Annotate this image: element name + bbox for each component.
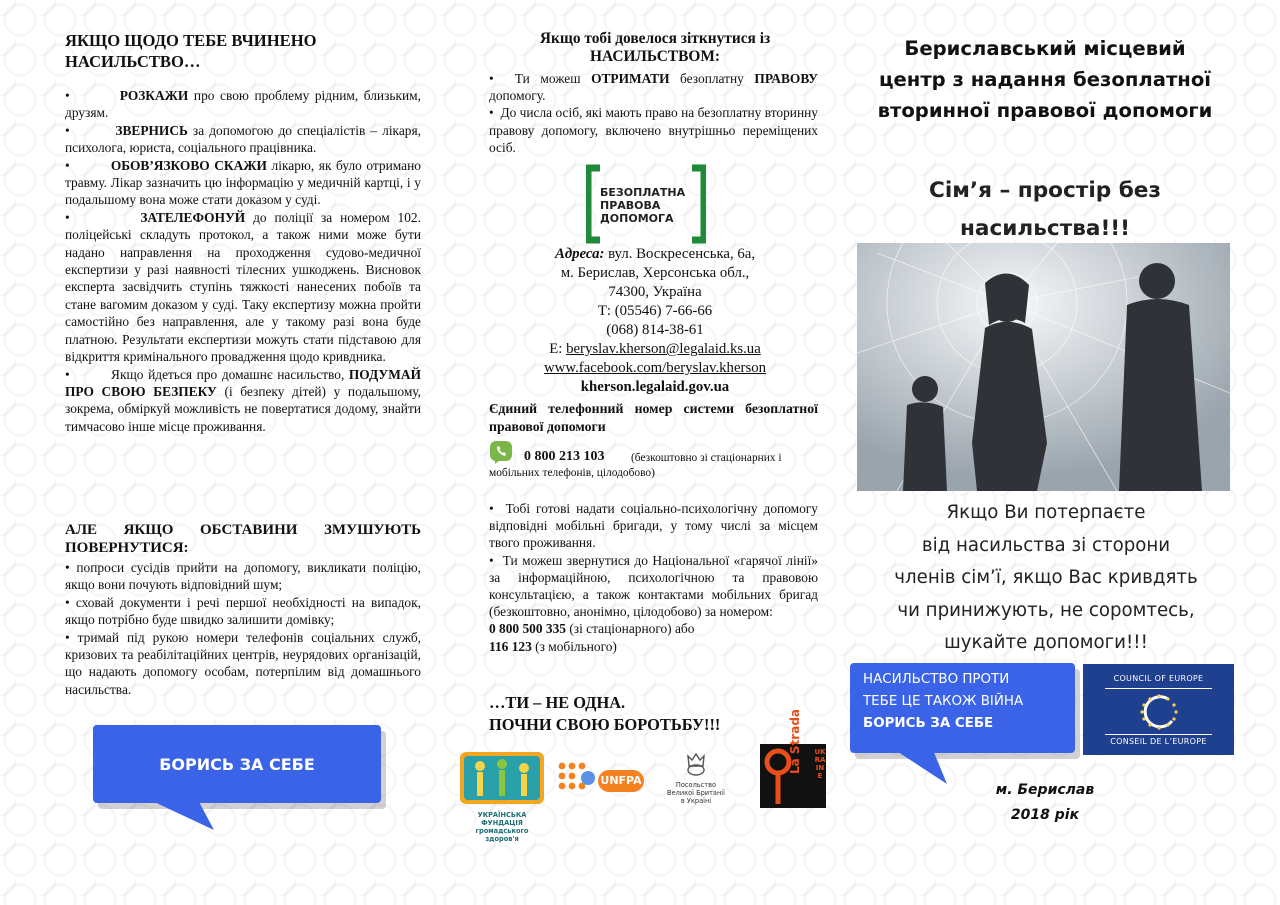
phone-2: (068) 814-38-61 — [606, 322, 704, 338]
broken-glass-silhouettes-icon — [857, 243, 1230, 491]
list-item: • ЗВЕРНИСЬ за допомогою до спеціалістів – лікаря, психолога, юриста, соціального працівника. — [65, 122, 421, 156]
support-info: • Тобі готові надати соціально-психологічну допомогу відповідні мобільні бригади, у тому числі за місцем твого проживання. • Ти можеш звернутися до Національної «гарячої лінії» за інформаційною, психологічною та правовою консультацією, а також контактами мобільних бригад (безкоштовно, анонімно, цілодобово) за номером: 0 800 500 335 (зі стаціонарного) або 116 123 (з мобільного) — [489, 501, 819, 654]
city: м. Берислав — [995, 782, 1095, 798]
list-item: • сховай документи і речі першої необхідності на випадок, якщо потрібно буде швидко залишити домівку; — [65, 594, 421, 628]
royal-crest-icon — [683, 752, 709, 776]
violence-is-war-bubble: НАСИЛЬСТВО ПРОТИ ТЕБЕ ЦЕ ТАКОЖ ВІЙНА БОРИСЬ ЗА СЕБЕ — [850, 663, 1075, 753]
ufph-icon — [458, 750, 546, 806]
slogan: …ТИ – НЕ ОДНА. ПОЧНИ СВОЮ БОРОТЬБУ!!! — [489, 693, 721, 734]
list-item: • Якщо йдеться про домашнє насильство, ПОДУМАЙ ПРО СВОЮ БЕЗПЕКУ (і безпеку дітей) у подальшому, зокрема, обміркуй можливість не повертатися додому, знайти тимчасово інше місце проживання. — [65, 366, 421, 434]
appeal-text: Якщо Ви потерпаєте від насильства зі сторони членів сім’ї, якщо Вас кривдять чи принижують, не соромтесь, шукайте допомоги!!! — [894, 502, 1198, 654]
center-title: Бериславський місцевий центр з надання безоплатної вторинної правової допомоги — [877, 37, 1213, 122]
leaflet-subtitle: Сім’я – простір без насильства!!! — [929, 178, 1161, 241]
fight-for-yourself-bubble: БОРИСЬ ЗА СЕБЕ — [93, 725, 381, 803]
list-item: • Ти можеш звернутися до Національної «гарячої лінії» за інформаційною, психологічною та правовою консультацією, а також контактами мобільних бригад (безкоштовно, анонімно, цілодобово) за номером: — [489, 552, 819, 620]
phone-1: Т: (05546) 7-66-66 — [597, 303, 713, 319]
email-link[interactable]: beryslav.kherson@legalaid.ks.ua — [566, 341, 761, 357]
list-item: • Ти можеш ОТРИМАТИ безоплатну ПРАВОВУ допомогу. — [489, 71, 818, 104]
hotline-number: 0 800 213 103 — [524, 449, 605, 464]
partner-logo-uk-embassy: Посольство Великої Британії в Україні — [664, 752, 728, 812]
website-link[interactable]: kherson.legalaid.gov.ua — [580, 379, 730, 395]
list-item: • До числа осіб, які мають право на безоплатну вторинну правову допомогу, включено внутрішньо переміщених осіб. — [489, 105, 819, 155]
list-item: • попроси сусідів прийти на допомогу, викликати поліцію, якщо вони почують відповідний шум; — [65, 560, 421, 593]
la-strada-icon — [760, 744, 810, 808]
section-heading-2: АЛЕ ЯКЩО ОБСТАВИНИ ЗМУШУЮТЬ ПОВЕРНУТИСЯ: — [65, 522, 421, 556]
hotline-number-mobile: 116 123 — [489, 638, 532, 654]
bubble-tail — [150, 800, 220, 832]
advice-list — [65, 87, 421, 435]
partner-logo-la-strada: La Strada UKRAINE — [760, 744, 826, 808]
partner-logo-ufph: УКРАЇНСЬКА ФУНДАЦІЯ громадського здоров'я — [458, 750, 546, 822]
year: 2018 рік — [1010, 807, 1080, 823]
hotline-note: (безкоштовно зі стаціонарних і мобільних телефонів, цілодобово) — [489, 452, 782, 479]
list-item: • ОБОВ’ЯЗКОВО СКАЖИ лікарю, як було отримано травму. Лікар зазначить цю інформацію у медичній картці, і у подальшому вона може стати доказом у суді. — [65, 157, 421, 208]
place-and-year — [990, 778, 1100, 828]
unfpa-dots-icon — [556, 760, 596, 800]
list-item: • РОЗКАЖИ про свою проблему рідним, близьким, друзям. — [65, 88, 421, 121]
eu-stars-icon — [1132, 691, 1186, 733]
unified-phone-label: Єдиний телефонний номер системи безоплатної правової допомоги — [489, 401, 818, 434]
partner-logo-unfpa: UNFPA — [556, 760, 646, 800]
hotline-number-landline: 0 800 500 335 — [489, 621, 566, 637]
family-violence-illustration — [857, 243, 1230, 491]
list-item: • Тобі готові надати соціально-психологічну допомогу відповідні мобільні бригади, у тому числі за місцем твого проживання. — [489, 501, 818, 551]
facebook-link[interactable]: www.facebook.com/beryslav.kherson — [543, 360, 767, 376]
list-item: • ЗАТЕЛЕФОНУЙ до поліції за номером 102. поліцейські складуть протокол, а також ними може бути надано направлення на проходження судово-медичної експертизи у разі наявності тілесних ушкоджень. Висновок експерта засвідчить ступінь тяжкості нанесених побоїв та стане вагомим доказом у суді. Таку експертизу можна пройти самостійно без направлення, але у такому разі вона буде платною. Результати експертизи можуть стати підставою для відкриття кримінального провадження щодо кривдника. — [65, 209, 421, 365]
list-item: • тримай під рукою номери телефонів соціальних служб, кризових та реабілітаційних центрів, неурядових організацій, що надають допомогу особам, потерпілим від домашнього насильства. — [65, 629, 421, 697]
bubble-tail — [895, 750, 955, 786]
address-label: Адреса: — [554, 246, 605, 262]
middle-heading: Якщо тобі довелося зіткнутися із НАСИЛЬСТВОМ: — [539, 30, 771, 65]
council-of-europe-logo: COUNCIL OF EUROPE CONSEIL DE L’EUROPE — [1083, 664, 1234, 755]
return-advice-list — [65, 559, 421, 698]
left-panel — [0, 0, 430, 905]
legal-aid-logo: БЕЗОПЛАТНА ПРАВОВА ДОПОМОГА — [586, 164, 706, 244]
section-heading: ЯКЩО ЩОДО ТЕБЕ ВЧИНЕНО НАСИЛЬСТВО… — [65, 31, 317, 71]
contact-block: Адреса: вул. Воскресенська, 6а, м. Берислав, Херсонська обл., 74300, Україна Т: (05546) 7-66-66 (068) 814-38-61 E: beryslav.kherson@legalaid.ks.ua www.facebook.com/beryslav.kherson kherson.legalaid.gov.ua — [470, 245, 840, 397]
legal-aid-info — [489, 70, 818, 156]
